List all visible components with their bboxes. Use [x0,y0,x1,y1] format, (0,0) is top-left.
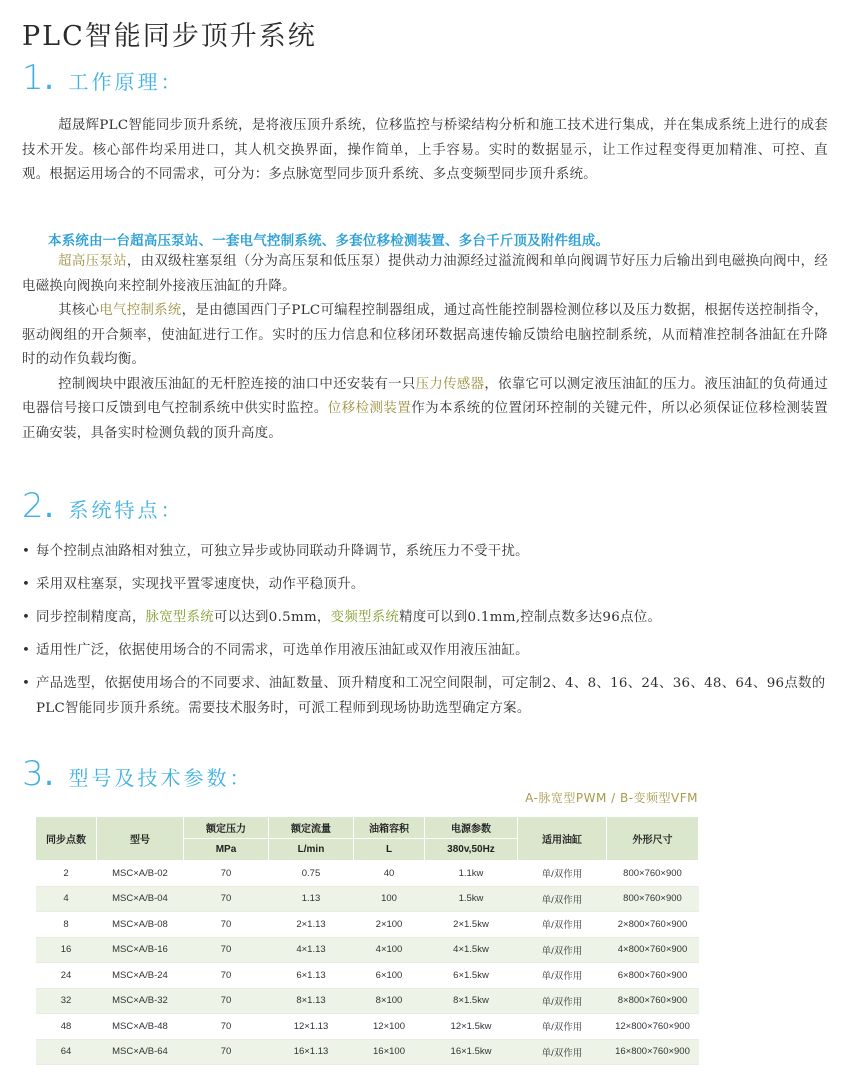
list-item: • 同步控制精度高，脉宽型系统可以达到0.5mm，变频型系统精度可以到0.1mm,控制点数多达96点位。 [22,606,828,631]
table-row: 2 MSC×A/B-02 70 0.75 40 1.1kw 单/双作用 800×760×900 [36,861,699,887]
col-header-model: 型号 [97,817,184,861]
list-item: • 采用双柱塞泵，实现找平置零速度快，动作平稳顶升。 [22,573,828,598]
section-heading-principle: 1 . 工作原理： [22,58,184,98]
col-header-flow: 额定流量 [269,817,354,839]
table-row: 8 MSC×A/B-08 70 2×1.13 2×100 2×1.5kw 单/双作用 2×800×760×900 [36,912,699,938]
col-header-power: 电源参数 [425,817,518,839]
spec-table [35,816,699,1065]
section-label: 工作原理： [68,70,184,94]
pwm-highlight: 脉宽型系统 [145,610,214,625]
type-note: A-脉宽型PWM / B-变频型VFM [525,791,698,805]
table-row: 32 MSC×A/B-32 70 8×1.13 8×100 8×1.5kw 单/双作用 8×800×760×900 [36,988,699,1014]
section-number: 3 [22,754,44,794]
col-unit-pressure: MPa [184,839,269,861]
table-row: 24 MSC×A/B-24 70 6×1.13 6×100 6×1.5kw 单/双作用 6×800×760×900 [36,963,699,989]
col-header-cylinder: 适用油缸 [518,817,607,861]
section-heading-specs: 3 . 型号及技术参数： [22,754,253,794]
page-title: PLC智能同步顶升系统 [22,21,317,52]
principle-paragraphs [22,250,828,446]
col-header-size: 外形尺寸 [607,817,699,861]
intro-paragraph: 超晟辉PLC智能同步顶升系统，是将液压顶升系统，位移监控与桥梁结构分析和施工技术进行集成，并在集成系统上进行的成套技术开发。核心部件均采用进口，其人机交换界面，操作简单，上手容易。实时的数据显示，让工作过程变得更加精准、可控、直观。根据运用场合的不同需求，可分为：多点脉宽型同步顶升系统、多点变频型同步顶升系统。 [22,118,828,182]
section-heading-features: 2 . 系统特点： [22,486,184,526]
displacement-highlight: 位移检测装置 [327,401,412,416]
list-item: • 产品选型，依据使用场合的不同要求、油缸数量、顶升精度和工况空间限制，可定制2、4、8、16、24、36、48、64、96点数的PLC智能同步顶升系统。需要技术服务时，可派工程师到现场协助选型确定方案。 [22,672,828,721]
col-header-points: 同步点数 [36,817,97,861]
col-unit-power: 380v,50Hz [425,839,518,861]
table-row: 16 MSC×A/B-16 70 4×1.13 4×100 4×1.5kw 单/双作用 4×800×760×900 [36,937,699,963]
table-row: 4 MSC×A/B-04 70 1.13 100 1.5kw 单/双作用 800×760×900 [36,886,699,912]
section-label: 型号及技术参数： [68,766,253,790]
section-label: 系统特点： [68,498,184,522]
list-item: • 适用性广泛，依据使用场合的不同需求，可选单作用液压油缸或双作用液压油缸。 [22,639,828,664]
vfm-highlight: 变频型系统 [330,610,400,625]
col-header-pressure: 额定压力 [184,817,269,839]
table-row: 48 MSC×A/B-48 70 12×1.13 12×100 12×1.5kw 单/双作用 12×800×760×900 [36,1014,699,1040]
table-row: 64 MSC×A/B-64 70 16×1.13 16×100 16×1.5kw 单/双作用 16×800×760×900 [36,1039,699,1065]
control-highlight: 电气控制系统 [99,303,182,318]
pump-highlight: 超高压泵站 [58,254,127,269]
col-header-tank: 油箱容积 [354,817,425,839]
sensor-paragraph: 控制阀块中跟液压油缸的无杆腔连接的油口中还安装有一只压力传感器，依靠它可以测定液压油缸的压力。液压油缸的负荷通过电器信号接口反馈到电气控制系统中供实时监控。位移检测装置作为本系统的位置闭环控制的关键元件，所以必须保证位移检测装置正确安装，具备实时检测负载的顶升高度。 [22,376,829,441]
list-item: • 每个控制点油路相对独立，可独立异步或协同联动升降调节，系统压力不受干扰。 [22,540,828,565]
col-unit-flow: L/min [269,839,354,861]
col-unit-tank: L [354,839,425,861]
pump-paragraph: 超高压泵站，由双级柱塞泵组（分为高压泵和低压泵）提供动力油源经过溢流阀和单向阀调节好压力后输出到电磁换向阀中，经电磁换向阀换向来控制外接液压油缸的升降。 [22,254,829,294]
control-paragraph: 其核心电气控制系统，是由德国西门子PLC可编程控制器组成，通过高性能控制器检测位移以及压力数据，根据传送控制指令，驱动阀组的开合频率，使油缸进行工作。实时的压力信息和位移闭环数据高速传输反馈给电脑控制系统，从而精准控制各油缸在升降时的动作负载均衡。 [22,303,828,367]
section-number: 1 [22,58,44,98]
feature-list [22,540,828,730]
composition-statement: 本系统由一台超高压泵站、一套电气控制系统、多套位移检测装置、多台千斤顶及附件组成。 [48,234,610,249]
section-number: 2 [22,486,44,526]
sensor-highlight: 压力传感器 [415,376,485,392]
